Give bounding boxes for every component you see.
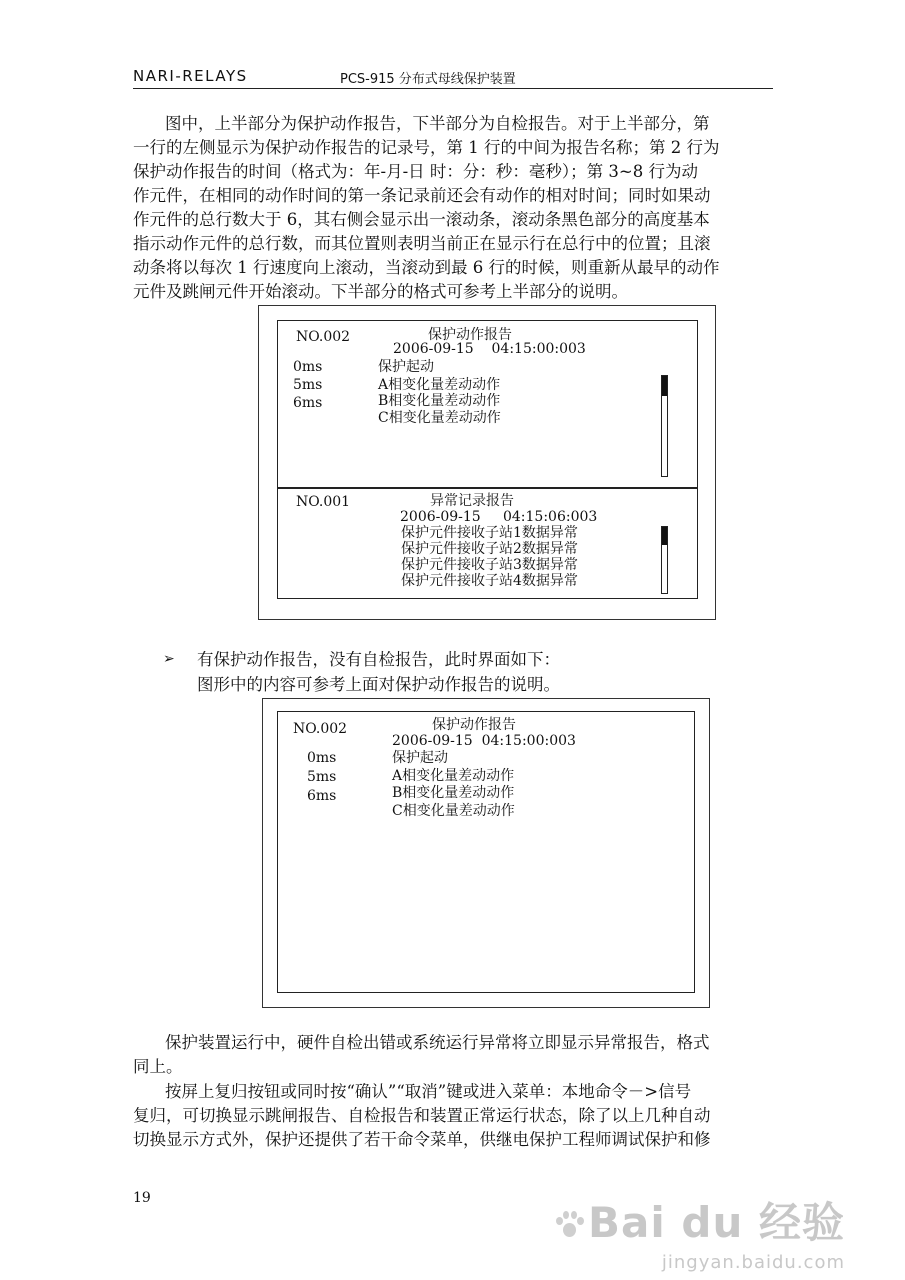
record-number: NO.002 — [296, 329, 351, 345]
page-number: 19 — [133, 1190, 151, 1206]
rel-time: 5ms — [293, 377, 323, 393]
paragraph-line: 同上。 — [133, 1057, 183, 1076]
report-title: 异常记录报告 — [430, 493, 514, 509]
scrollbar-thumb[interactable] — [662, 527, 667, 545]
record-number: NO.002 — [293, 721, 348, 737]
watermark-brand: Bai du 经验 — [554, 1190, 845, 1250]
paragraph-2 — [133, 1031, 773, 1079]
report-time: 2006-09-15 04:15:06:003 — [400, 509, 598, 525]
abnormal-element: 保护元件接收子站2数据异常 — [401, 541, 578, 557]
report-title: 保护动作报告 — [432, 717, 516, 733]
bullet-text: 有保护动作报告，没有自检报告，此时界面如下： — [197, 650, 560, 669]
intro-line: 指示动作元件的总行数，而其位置则表明当前正在显示行在总行中的位置；且滚 — [133, 234, 711, 253]
intro-paragraph — [133, 112, 773, 304]
paragraph-3 — [133, 1080, 773, 1152]
lcd-screen-2-inner — [277, 711, 695, 993]
bullet-arrow-icon: ➢ — [163, 651, 175, 667]
action-element: B相变化量差动动作 — [392, 785, 515, 801]
rel-time: 0ms — [307, 750, 337, 766]
action-element: C相变化量差动动作 — [378, 410, 501, 426]
watermark-url: jingyan.baidu.com — [661, 1252, 845, 1273]
scrollbar[interactable] — [661, 375, 668, 477]
header-rule — [133, 88, 773, 89]
intro-line: 作元件的总行数大于 6，其右侧会显示出一滚动条，滚动条黑色部分的高度基本 — [133, 210, 710, 229]
action-element: C相变化量差动动作 — [392, 803, 515, 819]
paragraph-line: 复归，可切换显示跳闸报告、自检报告和装置正常运行状态，除了以上几种自动 — [133, 1106, 711, 1125]
action-element: B相变化量差动动作 — [378, 393, 501, 409]
intro-line: 动条将以每次 1 行速度向上滚动，当滚动到最 6 行的时候，则重新从最早的动作 — [133, 258, 720, 277]
rel-time: 5ms — [307, 769, 337, 785]
intro-line: 作元件，在相同的动作时间的第一条记录前还会有动作的相对时间；同时如果动 — [133, 186, 711, 205]
report-time: 2006-09-15 04:15:00:003 — [393, 341, 586, 357]
abnormal-element: 保护元件接收子站3数据异常 — [401, 557, 578, 573]
paw-icon — [554, 1211, 584, 1241]
record-number: NO.001 — [296, 494, 351, 510]
action-element: A相变化量差动动作 — [378, 377, 501, 393]
action-element: A相变化量差动动作 — [392, 768, 515, 784]
report-time: 2006-09-15 04:15:00:003 — [392, 733, 576, 749]
abnormal-element: 保护元件接收子站4数据异常 — [401, 573, 578, 589]
intro-line: 一行的左侧显示为保护动作报告的记录号，第 1 行的中间为报告名称；第 2 行为 — [133, 138, 720, 157]
header-company: NARI-RELAYS — [133, 67, 248, 85]
lcd-screen-1-lower — [277, 487, 698, 599]
rel-time: 0ms — [293, 359, 323, 375]
scrollbar[interactable] — [661, 526, 668, 594]
header-doc-title: PCS-915 分布式母线保护装置 — [340, 72, 516, 87]
lcd-screen-1 — [258, 305, 716, 620]
paragraph-line: 保护装置运行中，硬件自检出错或系统运行异常将立即显示异常报告，格式 — [165, 1033, 710, 1052]
paragraph-line: 切换显示方式外，保护还提供了若干命令菜单，供继电保护工程师调试保护和修 — [133, 1130, 711, 1149]
rel-time: 6ms — [293, 395, 323, 411]
intro-line: 元件及跳闸元件开始滚动。下半部分的格式可参考上半部分的说明。 — [133, 282, 628, 301]
lcd-screen-1-upper — [277, 320, 698, 489]
abnormal-element: 保护元件接收子站1数据异常 — [401, 525, 578, 541]
report-title: 保护动作报告 — [428, 327, 512, 343]
intro-line: 图中，上半部分为保护动作报告，下半部分为自检报告。对于上半部分，第 — [165, 114, 710, 133]
scrollbar-thumb[interactable] — [662, 376, 667, 396]
action-element: 保护起动 — [378, 359, 434, 375]
intro-line: 保护动作报告的时间（格式为：年-月-日 时：分：秒：毫秒）；第 3~8 行为动 — [133, 162, 698, 181]
baidu-watermark — [554, 1190, 845, 1273]
lcd-screen-2 — [262, 698, 710, 1008]
paragraph-line: 按屏上复归按钮或同时按“确认”“取消”键或进入菜单：本地命令－>信号 — [165, 1082, 692, 1101]
bullet-subtext: 图形中的内容可参考上面对保护动作报告的说明。 — [197, 675, 560, 694]
rel-time: 6ms — [307, 788, 337, 804]
action-element: 保护起动 — [392, 750, 448, 766]
